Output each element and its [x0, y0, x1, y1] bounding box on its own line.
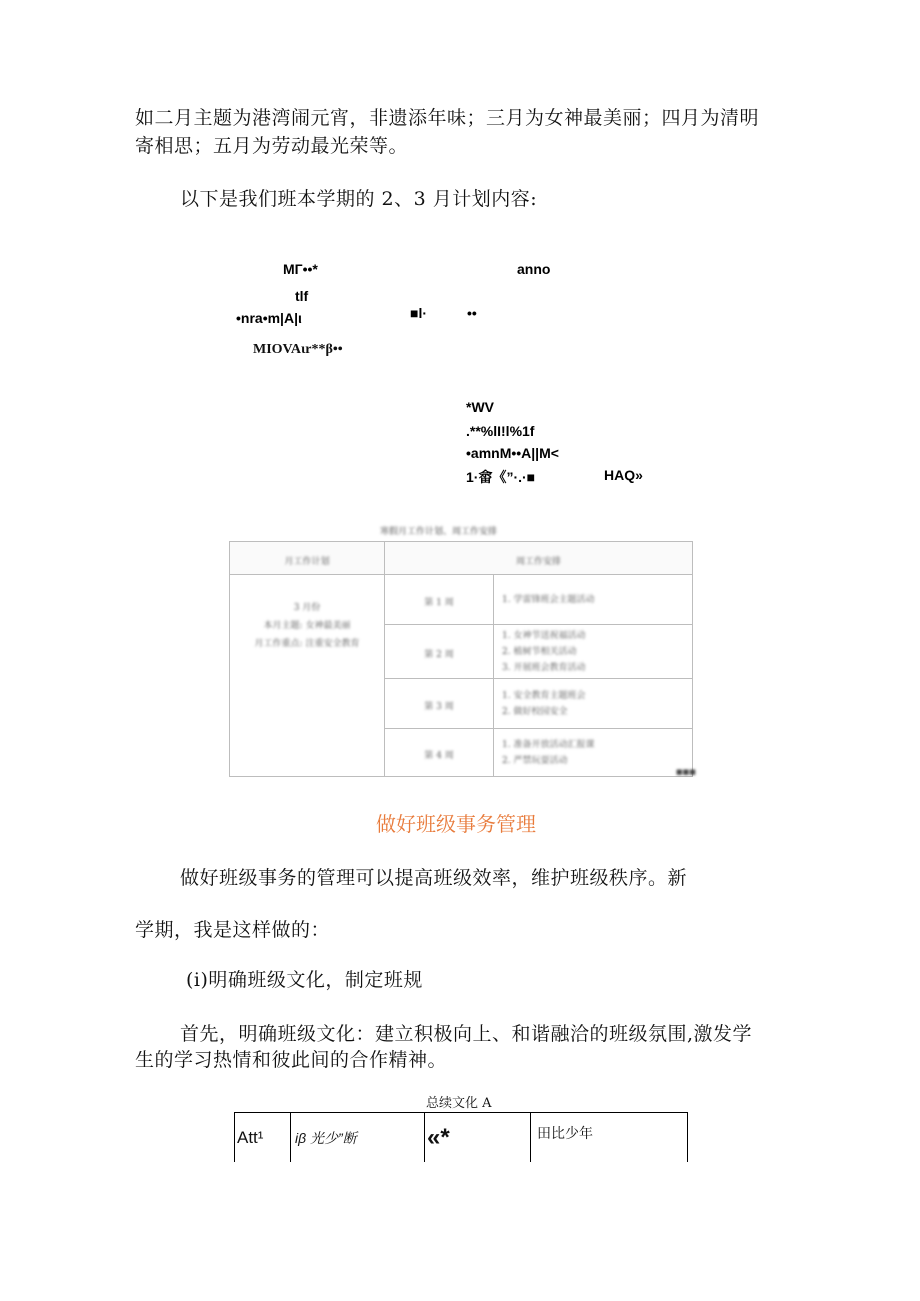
corner-mark: ■■■: [676, 768, 696, 776]
plan-header-right: 周工作安排: [385, 542, 693, 575]
ocr-fragment: .**%lI!l%1f: [466, 423, 535, 439]
week-label: 第 4 周: [385, 729, 494, 777]
week-tasks: 1. 学雷锋班会主题活动: [494, 575, 693, 625]
plan-table: [229, 541, 693, 777]
ocr-fragment: 1·畲《”·.·■: [466, 469, 536, 485]
ocr-fragment: •nra•m|A|ι: [236, 310, 302, 326]
ocr-fragment: HAQ»: [604, 467, 643, 483]
week-label: 第 1 周: [385, 575, 494, 625]
week-tasks: 1. 准备开放活动汇报课 2. 严禁玩耍活动: [494, 729, 693, 777]
ocr-fragment: *WV: [466, 399, 494, 415]
sub-heading: (i)明确班级文化，制定班规: [186, 969, 423, 991]
culture-cell: Att¹: [235, 1113, 291, 1163]
ocr-fragment: MГ••*: [283, 261, 318, 277]
intro-line-1: 如二月主题为港湾闹元宵，非遗添年味；三月为女神最美丽；四月为清明: [135, 107, 760, 129]
week-label: 第 3 周: [385, 679, 494, 729]
plan-header-left: 月工作计划: [230, 542, 385, 575]
culture-cell: «*: [425, 1113, 531, 1163]
week-tasks: 1. 女神节送祝福活动 2. 植树节相关活动 3. 开展班会教育活动: [494, 625, 693, 679]
month-plan-cell: 3 月份 本月主题: 女神最美丽 月工作重点: 注重安全教育: [230, 575, 385, 777]
culture-cell: iβ 光少”断: [291, 1113, 425, 1163]
ocr-fragment: MΙOVAιr**β••: [253, 342, 343, 357]
ocr-fragment: ••: [467, 305, 477, 321]
para2-line-1: 首先，明确班级文化：建立积极向上、和谐融洽的班级氛围,激发学: [180, 1023, 753, 1045]
section-heading: 做好班级事务管理: [376, 812, 536, 836]
culture-table-caption: 总续文化 A: [426, 1096, 492, 1111]
week-label: 第 2 周: [385, 625, 494, 679]
ocr-fragment: •amnM••A||M<: [466, 445, 559, 461]
para1-line-2: 学期，我是这样做的：: [135, 919, 331, 941]
culture-table: [234, 1112, 688, 1162]
ocr-fragment: tlf: [295, 288, 309, 304]
intro-line-2: 寄相思；五月为劳动最光荣等。: [135, 135, 409, 157]
week-tasks: 1. 安全教育主题班会 2. 做好校园安全: [494, 679, 693, 729]
culture-cell: 田比少年: [531, 1113, 688, 1163]
intro-line-3: 以下是我们班本学期的 2、3 月计划内容:: [180, 188, 538, 210]
para2-line-2: 生的学习热情和彼此间的合作精神。: [135, 1049, 448, 1071]
ocr-fragment: anno: [517, 261, 551, 277]
para1-line-1: 做好班级事务的管理可以提高班级效率，维护班级秩序。新: [180, 867, 688, 889]
ocr-fragment: ■l·: [410, 305, 428, 321]
plan-table-caption: 寒假月工作计划、周工作安排: [380, 527, 498, 537]
